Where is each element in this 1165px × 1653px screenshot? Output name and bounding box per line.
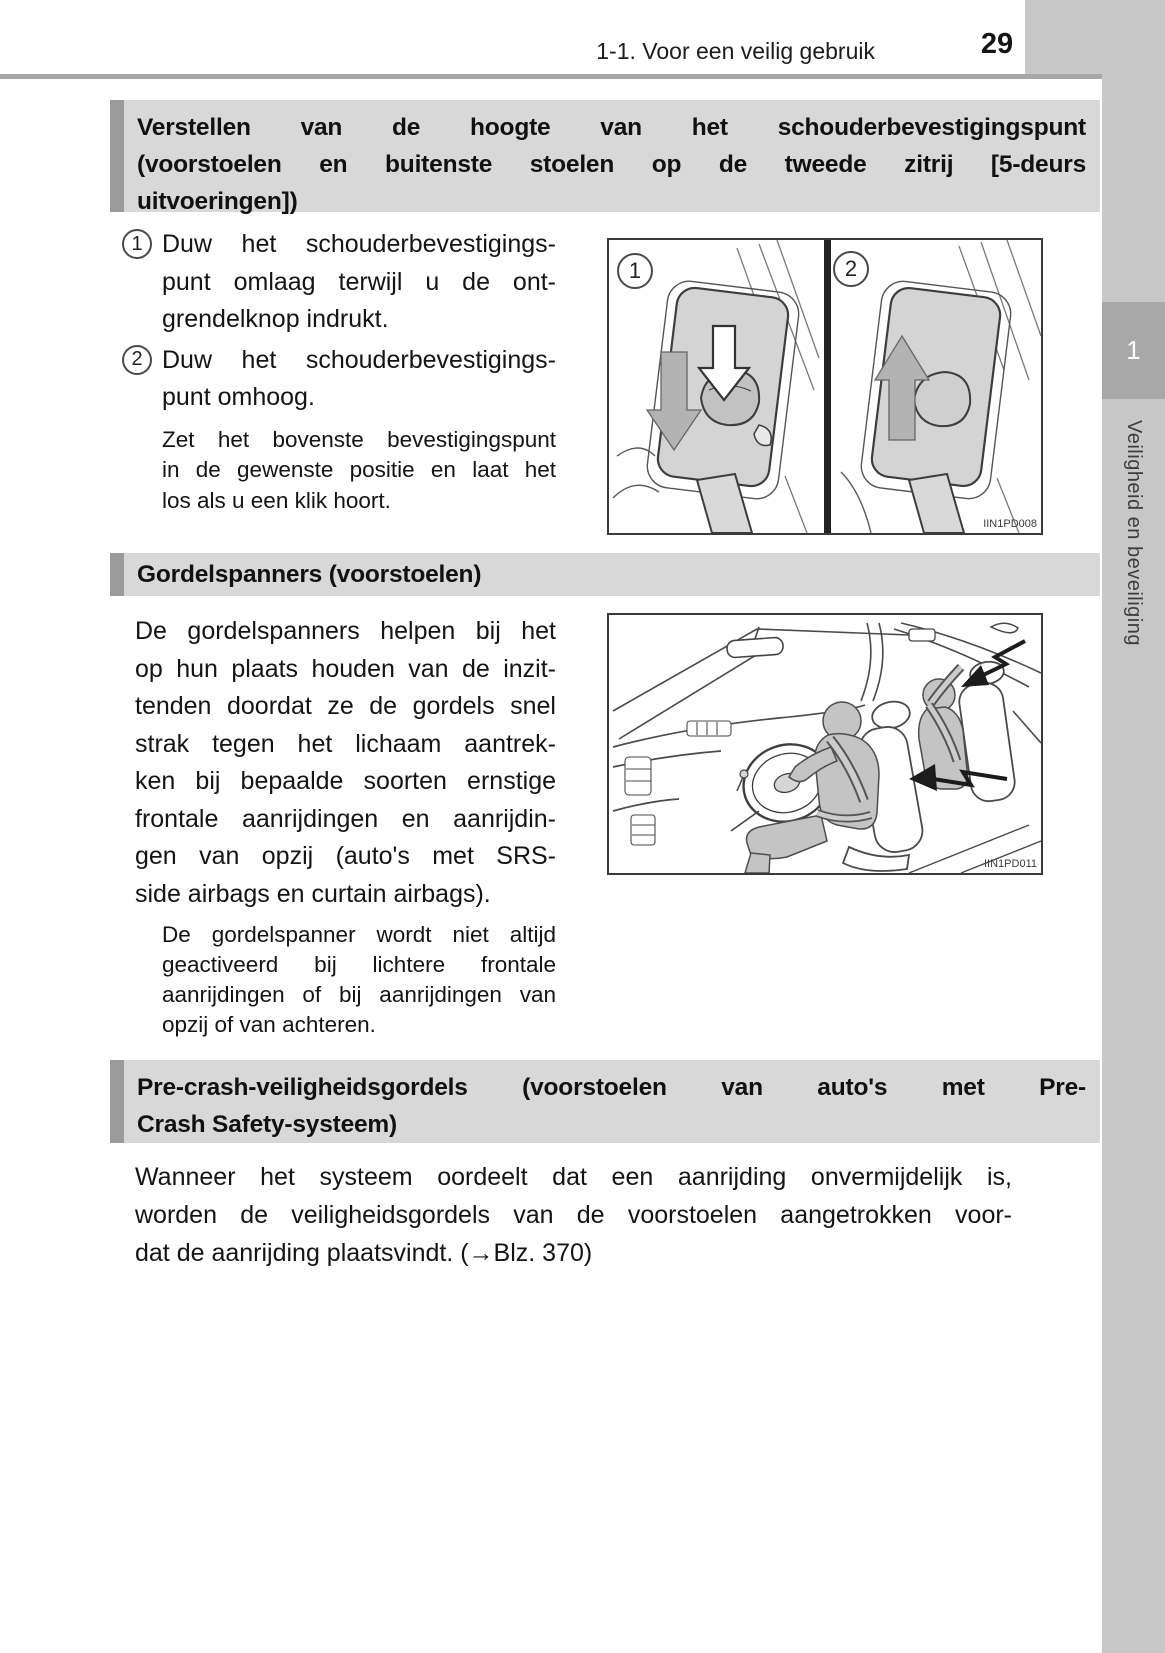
step-item-2: [122, 342, 556, 417]
figure-shoulder-anchor-adjustment: [607, 238, 1043, 535]
map-light: [909, 629, 935, 641]
section-heading-shoulder-anchor: [110, 100, 1100, 215]
rearview-mirror: [727, 627, 784, 658]
pretensioner-drawing: [609, 615, 1041, 873]
step-text: Duw het schouderbevestigings- punt omlaag terwijl u de ont- grendelknop indrukt.: [162, 230, 556, 333]
figure-seatbelt-pretensioner: [607, 613, 1043, 875]
instruction-note: Zet het bovenste bevestigingspunt in de gewenste positie en laat het los als u een klik hoort.: [162, 426, 556, 513]
step-item-1: [122, 226, 556, 339]
grab-handle: [991, 623, 1018, 633]
step-number-badge: 2: [122, 345, 152, 375]
shoulder-anchor-drawing: [609, 240, 1041, 533]
chapter-tab: [1102, 302, 1165, 399]
panel-divider: [824, 240, 831, 533]
step-text: Duw het schouderbevestigings- punt omhoog.: [162, 345, 556, 411]
figure-panel-label-2: 2: [833, 251, 869, 287]
figure-panel-label-1: 1: [617, 253, 653, 289]
header-divider-rule: [0, 74, 1165, 79]
figure-code: IIN1PD011: [984, 858, 1037, 870]
section-heading-precrash-belts: [110, 1060, 1100, 1143]
chapter-title-text: Veiligheid en beveiliging: [1123, 420, 1145, 646]
chapter-title-vertical: [1102, 420, 1165, 1120]
hand-lines-left: [613, 448, 659, 498]
step-number-badge: 1: [122, 229, 152, 259]
precrash-paragraph: Wanneer het systeem oordeelt dat een aanrijding onvermijdelijk is, worden de veiligheidsgordels van de voorstoelen aangetrokken voor- dat de aanrijding plaatsvindt. (→Blz. 370): [135, 1163, 1012, 1267]
chapter-number: 1: [1126, 335, 1141, 365]
section-heading-pretensioners: [110, 553, 1100, 596]
instruction-steps: [122, 226, 556, 516]
section-heading-text: Verstellen van de hoogte van het schouderbevestigingspunt (voorstoelen en buitenste stoelen op de tweede zitrij [5-deurs uitvoeringen]): [137, 114, 1086, 215]
figure-code: IIN1PD008: [983, 518, 1037, 530]
section-heading-text: Gordelspanners (voorstoelen): [137, 560, 482, 588]
page-number: 29: [980, 28, 1014, 60]
section-heading-text: Pre-crash-veiligheidsgordels (voorstoelen van auto's met Pre- Crash Safety-systeem): [137, 1074, 1086, 1138]
pretensioner-paragraph: De gordelspanners helpen bij het op hun plaats houden van de inzit- tenden doordat ze de gordels snel strak tegen het lichaam aantrek- ken bij bepaalde soorten ernstige frontale aanrijdingen en aanrijdin- gen van opzij (auto's met SRS- side airbags en curtain airbags).: [135, 617, 556, 908]
pretensioner-note: De gordelspanner wordt niet altijd geactiveerd bij lichtere frontale aanrijdingen of bij aanrijdingen van opzij of van achteren.: [162, 922, 556, 1037]
header-section-title: 1-1. Voor een veilig gebruik: [596, 38, 875, 64]
